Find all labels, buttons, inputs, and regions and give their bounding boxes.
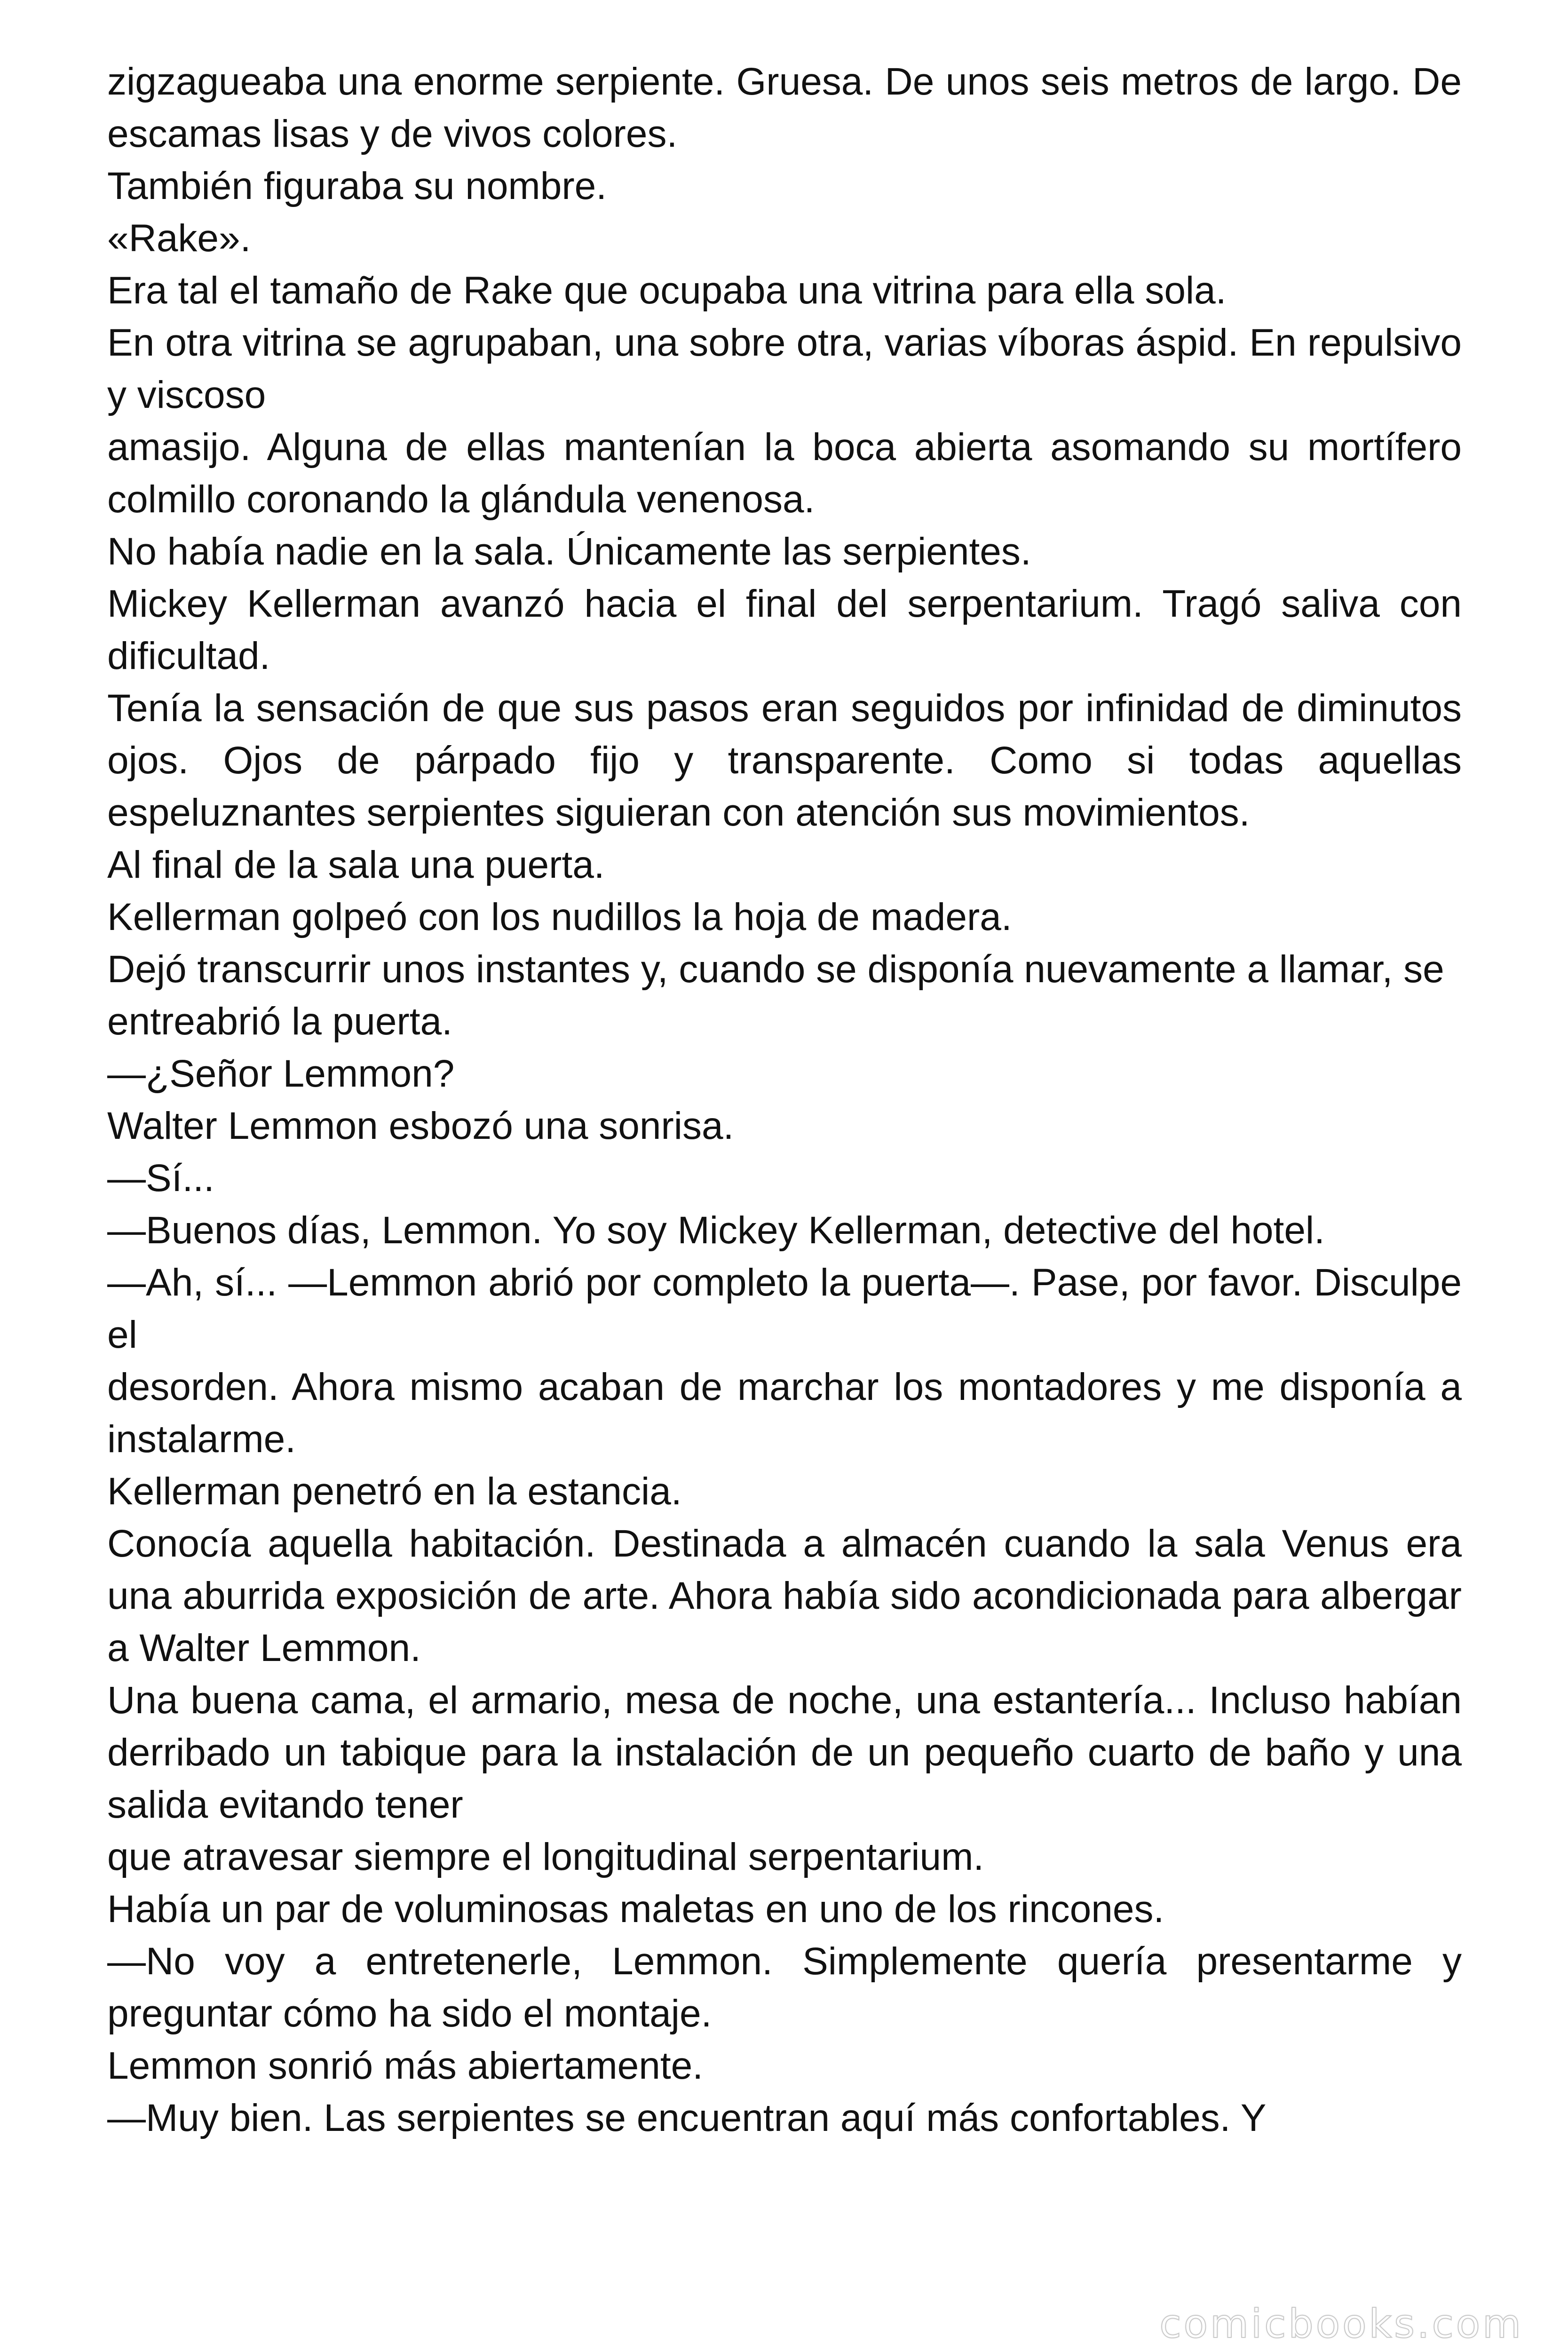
paragraph: También figuraba su nombre.	[107, 165, 607, 207]
paragraph: Al final de la sala una puerta.	[107, 843, 605, 886]
paragraph: Walter Lemmon esbozó una sonrisa.	[107, 1104, 734, 1147]
paragraph: Una buena cama, el armario, mesa de noche, una estantería... Incluso habían derribado un tabique para la instalación de un pequeño cuarto de baño y una salida evitando tener	[107, 1679, 1462, 1826]
paragraph: que atravesar siempre el longitudinal serpentarium.	[107, 1836, 984, 1878]
paragraph: En otra vitrina se agrupaban, una sobre otra, varias víboras áspid. En repulsivo y viscoso	[107, 321, 1462, 416]
watermark: comicbooks.com	[1159, 2301, 1523, 2347]
paragraph: Kellerman golpeó con los nudillos la hoja de madera.	[107, 896, 1012, 938]
paragraph: Kellerman penetró en la estancia.	[107, 1470, 682, 1513]
paragraph: —Sí...	[107, 1157, 214, 1200]
paragraph: —No voy a entretenerle, Lemmon. Simplemente quería presentarme y preguntar cómo ha sido el montaje.	[107, 1940, 1462, 2035]
paragraph: Mickey Kellerman avanzó hacia el final del serpentarium. Tragó saliva con dificultad.	[107, 582, 1462, 677]
paragraph: —¿Señor Lemmon?	[107, 1052, 455, 1095]
paragraph: entreabrió la puerta.	[107, 1000, 452, 1043]
paragraph: Había un par de voluminosas maletas en uno de los rincones.	[107, 1888, 1164, 1931]
paragraph: —Muy bien. Las serpientes se encuentran aquí más confortables. Y	[107, 2097, 1267, 2139]
paragraph: «Rake».	[107, 217, 251, 260]
paragraph: No había nadie en la sala. Únicamente las serpientes.	[107, 530, 1031, 573]
paragraph: Era tal el tamaño de Rake que ocupaba una vitrina para ella sola.	[107, 269, 1227, 312]
paragraph: Dejó transcurrir unos instantes y, cuando se disponía nuevamente a llamar, se	[107, 948, 1444, 991]
paragraph: —Ah, sí... —Lemmon abrió por completo la puerta—. Pase, por favor. Disculpe el	[107, 1261, 1462, 1356]
paragraph: Lemmon sonrió más abiertamente.	[107, 2044, 704, 2087]
paragraph: amasijo. Alguna de ellas mantenían la boca abierta asomando su mortífero colmillo coronando la glándula venenosa.	[107, 426, 1462, 521]
paragraph: Tenía la sensación de que sus pasos eran seguidos por infinidad de diminutos ojos. Ojos de párpado fijo y transparente. Como si todas aquellas espeluznantes serpientes siguieran con atención sus movimientos.	[107, 687, 1462, 834]
paragraph: desorden. Ahora mismo acaban de marchar los montadores y me disponía a instalarme.	[107, 1366, 1462, 1461]
paragraph: —Buenos días, Lemmon. Yo soy Mickey Kellerman, detective del hotel.	[107, 1209, 1325, 1252]
page-text	[107, 56, 1462, 2144]
paragraph: zigzagueaba una enorme serpiente. Gruesa. De unos seis metros de largo. De escamas lisas y de vivos colores.	[107, 60, 1462, 155]
paragraph: Conocía aquella habitación. Destinada a almacén cuando la sala Venus era una aburrida exposición de arte. Ahora había sido acondicionada para albergar a Walter Lemmon.	[107, 1522, 1462, 1669]
